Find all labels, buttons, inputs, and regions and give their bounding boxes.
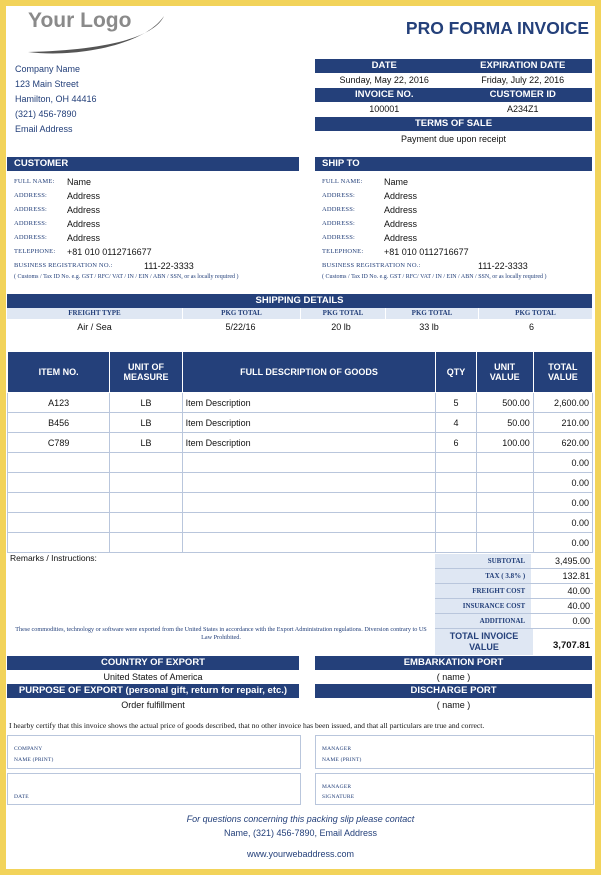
terms-label: TERMS OF SALE xyxy=(315,117,592,131)
total-invoice-label-line2: VALUE xyxy=(469,642,499,652)
item-description xyxy=(182,513,436,533)
discharge-port-value: ( name ) xyxy=(436,700,471,710)
ship-reg-value: 111-22-3333 xyxy=(478,261,528,271)
item-unit xyxy=(110,533,182,553)
table-row xyxy=(8,433,593,453)
item-no: B456 xyxy=(8,413,110,433)
col-qty: QTY xyxy=(436,352,476,393)
item-no xyxy=(8,513,110,533)
shipping-col-pkg-total-3: PKG TOTAL xyxy=(386,308,479,319)
shipping-pkg-total-4: 6 xyxy=(528,322,534,332)
shipping-col-pkg-total-4: PKG TOTAL xyxy=(479,308,592,319)
shipping-freight-type: Air / Sea xyxy=(77,322,112,332)
item-description: Item Description xyxy=(182,413,436,433)
item-unit-value: 500.00 xyxy=(476,393,533,413)
item-unit: LB xyxy=(110,433,182,453)
item-description xyxy=(182,453,436,473)
shipping-col-freight-type: FREIGHT TYPE xyxy=(7,308,183,319)
item-qty xyxy=(436,453,476,473)
items-table xyxy=(7,351,593,553)
manager-signature-box[interactable] xyxy=(315,773,594,805)
export-note: These commodities, technology or software were exported from the United States in accordance with the Export Administration regulations. Diversion contrary to US Law Prohibited. xyxy=(15,626,427,641)
item-unit-value xyxy=(476,513,533,533)
item-no xyxy=(8,493,110,513)
invoice-no-label: INVOICE NO. xyxy=(354,89,414,100)
ship-reg-label: BUSINESS REGISTRATION NO.: xyxy=(322,262,421,269)
table-row xyxy=(8,453,593,473)
col-total-value: TOTAL VALUE xyxy=(533,352,592,393)
item-unit: LB xyxy=(110,413,182,433)
name-print-label: NAME (PRINT) xyxy=(14,757,54,763)
subtotal-label: SUBTOTAL xyxy=(435,554,531,568)
item-qty: 6 xyxy=(436,433,476,453)
footer-website[interactable]: www.yourwebaddress.com xyxy=(246,849,355,859)
shipping-col-pkg-total-1: PKG TOTAL xyxy=(183,308,301,319)
table-row xyxy=(8,473,593,493)
ship-full-name-label: FULL NAME: xyxy=(322,178,363,185)
ship-address-label: ADDRESS: xyxy=(322,192,356,199)
item-unit xyxy=(110,473,182,493)
customer-address-label: ADDRESS: xyxy=(14,234,48,241)
shipping-header: SHIPPING DETAILS xyxy=(7,294,592,308)
ship-telephone-label: TELEPHONE: xyxy=(322,248,364,255)
ship-address-2: Address xyxy=(384,205,418,215)
total-invoice-label-line1: TOTAL INVOICE xyxy=(449,631,519,641)
purpose-of-export-value: Order fulfillment xyxy=(121,700,185,710)
insurance-cost-label: INSURANCE COST xyxy=(435,599,531,613)
country-of-export xyxy=(7,656,299,684)
item-no: A123 xyxy=(8,393,110,413)
invoice-no-value: 100001 xyxy=(369,104,400,114)
terms-value: Payment due upon receipt xyxy=(400,134,507,144)
total-invoice-value: 3,707.81 xyxy=(553,640,590,651)
col-item-no: ITEM NO. xyxy=(8,352,110,393)
item-total-value: 0.00 xyxy=(533,513,592,533)
expiration-label: EXPIRATION DATE xyxy=(480,60,566,71)
item-qty xyxy=(436,533,476,553)
ship-to-section xyxy=(315,157,592,171)
item-description xyxy=(182,493,436,513)
customer-address-3: Address xyxy=(67,219,101,229)
company-email: Email Address xyxy=(15,124,73,134)
total-invoice-label xyxy=(435,629,533,655)
customer-telephone-label: TELEPHONE: xyxy=(14,248,56,255)
customer-address-label: ADDRESS: xyxy=(14,192,48,199)
discharge-port xyxy=(315,684,592,712)
ship-address-label: ADDRESS: xyxy=(322,206,356,213)
item-unit-value xyxy=(476,493,533,513)
ship-to-header: SHIP TO xyxy=(315,157,592,171)
logo xyxy=(14,6,174,58)
item-total-value: 0.00 xyxy=(533,473,592,493)
item-unit-value: 50.00 xyxy=(476,413,533,433)
company-info xyxy=(15,62,97,137)
customer-section xyxy=(7,157,299,171)
manager-name-print-label: NAME (PRINT) xyxy=(322,757,362,763)
date-signature-box[interactable] xyxy=(7,773,301,805)
customer-full-name-label: FULL NAME: xyxy=(14,178,55,185)
tax-label: TAX ( 3.8% ) xyxy=(435,569,531,583)
item-total-value: 210.00 xyxy=(533,413,592,433)
item-qty: 5 xyxy=(436,393,476,413)
customer-reg-note: ( Customs / Tax ID No. e.g. GST / RFC/ VAT / IN / EIN / ABN / SSN, or as locally required ) xyxy=(14,274,239,280)
item-unit-value xyxy=(476,473,533,493)
certification-text: I hearby certify that this invoice shows the actual price of goods described, that no other invoice has been issued, and that all particulars are true and correct. xyxy=(9,721,485,730)
ship-address-1: Address xyxy=(384,191,418,201)
item-total-value: 0.00 xyxy=(533,453,592,473)
company-city: Hamilton, OH 44416 xyxy=(15,94,97,104)
item-qty xyxy=(436,473,476,493)
col-unit-of-measure: UNIT OF MEASURE xyxy=(110,352,182,393)
shipping-col-pkg-total-2: PKG TOTAL xyxy=(301,308,386,319)
company-label: COMPANY xyxy=(14,746,43,752)
customer-address-1: Address xyxy=(67,191,101,201)
item-qty xyxy=(436,513,476,533)
customer-full-name: Name xyxy=(67,177,92,187)
ship-to-details xyxy=(322,175,594,282)
ship-address-3: Address xyxy=(384,219,418,229)
item-no xyxy=(8,473,110,493)
item-unit: LB xyxy=(110,393,182,413)
embarkation-port-label: EMBARKATION PORT xyxy=(315,656,592,670)
shipping-pkg-total-1: 5/22/16 xyxy=(225,322,256,332)
item-total-value: 0.00 xyxy=(533,493,592,513)
manager-label: MANAGER xyxy=(322,746,352,752)
shipping-pkg-total-3: 33 lb xyxy=(419,322,439,332)
footer-contact-details: Name, (321) 456-7890, Email Address xyxy=(223,828,378,838)
customer-id-value: A234Z1 xyxy=(506,104,539,114)
table-row xyxy=(8,413,593,433)
manager-name-box[interactable] xyxy=(315,735,594,769)
ship-reg-note: ( Customs / Tax ID No. e.g. GST / RFC/ VAT / IN / EIN / ABN / SSN, or as locally required ) xyxy=(322,274,547,280)
customer-telephone: +81 010 0112716677 xyxy=(67,247,152,257)
table-row xyxy=(8,513,593,533)
company-phone: (321) 456-7890 xyxy=(15,109,77,119)
item-description: Item Description xyxy=(182,433,436,453)
customer-details xyxy=(14,175,299,282)
additional-value: 0.00 xyxy=(572,616,590,626)
item-no: C789 xyxy=(8,433,110,453)
page-title: PRO FORMA INVOICE xyxy=(405,18,589,38)
customer-header: CUSTOMER xyxy=(7,157,299,171)
item-unit xyxy=(110,453,182,473)
table-row xyxy=(8,493,593,513)
country-of-export-value: United States of America xyxy=(103,672,203,682)
item-qty xyxy=(436,493,476,513)
ship-address-4: Address xyxy=(384,233,418,243)
expiration-value: Friday, July 22, 2016 xyxy=(481,75,565,85)
subtotal-value: 3,495.00 xyxy=(554,556,590,566)
company-street: 123 Main Street xyxy=(15,79,79,89)
freight-cost-value: 40.00 xyxy=(567,586,590,596)
remarks-label: Remarks / Instructions: xyxy=(10,553,97,563)
company-signature-box[interactable] xyxy=(7,735,301,769)
invoice-meta xyxy=(315,59,592,148)
item-unit-value: 100.00 xyxy=(476,433,533,453)
date-label: DATE xyxy=(371,60,397,71)
discharge-port-label: DISCHARGE PORT xyxy=(315,684,592,698)
footer-contact-line: For questions concerning this packing slip please contact xyxy=(186,814,415,824)
customer-address-4: Address xyxy=(67,233,101,243)
customer-id-label: CUSTOMER ID xyxy=(489,89,556,100)
shipping-details xyxy=(7,294,592,335)
ship-address-label: ADDRESS: xyxy=(322,234,356,241)
customer-address-label: ADDRESS: xyxy=(14,206,48,213)
logo-text: Your Logo xyxy=(28,9,132,32)
purpose-of-export xyxy=(7,684,299,712)
item-total-value: 2,600.00 xyxy=(533,393,592,413)
date-value: Sunday, May 22, 2016 xyxy=(339,75,429,85)
item-unit-value xyxy=(476,533,533,553)
item-unit xyxy=(110,493,182,513)
freight-cost-label: FREIGHT COST xyxy=(435,584,531,598)
item-description xyxy=(182,533,436,553)
date-sign-label: DATE xyxy=(14,794,29,800)
col-unit-value: UNIT VALUE xyxy=(476,352,533,393)
item-description xyxy=(182,473,436,493)
item-unit xyxy=(110,513,182,533)
table-row xyxy=(8,533,593,553)
additional-label: ADDITIONAL xyxy=(435,614,531,628)
item-total-value: 620.00 xyxy=(533,433,592,453)
item-no xyxy=(8,453,110,473)
embarkation-port xyxy=(315,656,592,684)
customer-reg-value: 111-22-3333 xyxy=(144,261,194,271)
ship-telephone: +81 010 0112716677 xyxy=(384,247,469,257)
tax-value: 132.81 xyxy=(562,571,590,581)
country-of-export-label: COUNTRY OF EXPORT xyxy=(7,656,299,670)
totals-block xyxy=(435,554,593,655)
signature-label: SIGNATURE xyxy=(322,794,355,800)
item-qty: 4 xyxy=(436,413,476,433)
col-description: FULL DESCRIPTION OF GOODS xyxy=(182,352,436,393)
customer-address-label: ADDRESS: xyxy=(14,220,48,227)
item-total-value: 0.00 xyxy=(533,533,592,553)
embarkation-port-value: ( name ) xyxy=(436,672,471,682)
ship-address-label: ADDRESS: xyxy=(322,220,356,227)
customer-address-2: Address xyxy=(67,205,101,215)
manager2-label: MANAGER xyxy=(322,784,352,790)
item-no xyxy=(8,533,110,553)
purpose-of-export-label: PURPOSE OF EXPORT (personal gift, return for repair, etc.) xyxy=(7,684,299,698)
insurance-cost-value: 40.00 xyxy=(567,601,590,611)
table-row xyxy=(8,393,593,413)
items-header-row xyxy=(8,352,593,393)
item-description: Item Description xyxy=(182,393,436,413)
shipping-pkg-total-2: 20 lb xyxy=(331,322,351,332)
company-name: Company Name xyxy=(15,64,81,74)
ship-full-name: Name xyxy=(384,177,409,187)
item-unit-value xyxy=(476,453,533,473)
customer-reg-label: BUSINESS REGISTRATION NO.: xyxy=(14,262,113,269)
